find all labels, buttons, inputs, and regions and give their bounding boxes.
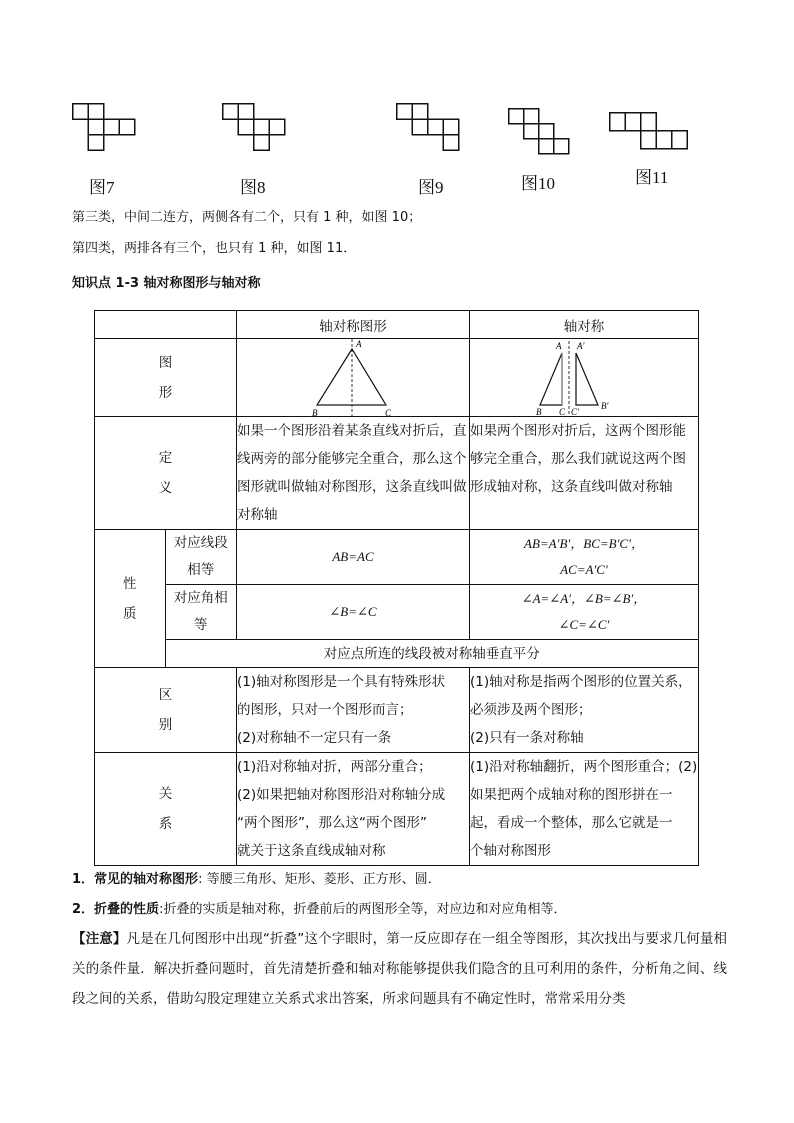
table-row-property-common xyxy=(95,640,699,668)
table-row-property-segments xyxy=(95,530,699,585)
fig8-label: 图8 xyxy=(240,178,266,197)
fig10-net-diagram xyxy=(508,108,574,160)
svg-text:A: A xyxy=(555,341,562,351)
fig9-label: 图9 xyxy=(418,178,444,197)
svg-text:B′: B′ xyxy=(600,401,609,411)
row-label-relation: 关 系 xyxy=(95,753,237,866)
note-tag: 【注意】 xyxy=(72,931,127,947)
svg-text:C′: C′ xyxy=(570,407,579,416)
svg-text:C: C xyxy=(558,407,565,416)
definition-axial-figure: 如果一个图形沿着某条直线对折后，直线两旁的部分能够完全重合，那么这个图形就叫做轴对称图形，这条直线叫做对称轴 xyxy=(236,417,469,530)
table-row-property-angles xyxy=(95,585,699,640)
table-row-relation xyxy=(95,753,699,866)
svg-text:C: C xyxy=(384,408,391,416)
point-1-title: 常见的轴对称图形 xyxy=(94,872,199,887)
fig7-net-diagram xyxy=(72,103,138,155)
point-2-number: 2． xyxy=(72,902,95,917)
segments-axial-figure: AB=AC xyxy=(236,530,469,585)
sub-label-corresponding-angles: 对应角相 等 xyxy=(165,585,236,640)
paragraph-type4: 第四类，两排各有三个，也只有 1 种，如图 11． xyxy=(72,241,357,256)
reflected-triangles-diagram-cell xyxy=(469,339,698,417)
row-label-properties: 性 质 xyxy=(95,530,166,668)
row-label-difference: 区 别 xyxy=(95,668,237,753)
svg-text:B: B xyxy=(535,407,542,416)
header-axial-symmetry: 轴对称 xyxy=(469,311,698,339)
header-axial-figure: 轴对称图形 xyxy=(236,311,469,339)
difference-axial-figure: (1)轴对称图形是一个具有特殊形状 的图形，只对一个图形而言； (2)对称轴不一定只有一条 xyxy=(236,668,469,753)
symmetry-comparison-table xyxy=(94,310,699,866)
note-text: 凡是在几何图形中出现“折叠”这个字眼时，第一反应即存在一组全等图形，其次找出与要求几何量相关的条件量．解决折叠问题时，首先清楚折叠和轴对称能够提供我们隐含的且可利用的条件，分析角之间、线段之间的关系，借助勾股定理建立关系式求出答案，所求问题具有不确定性时，常常采用分类 xyxy=(72,931,727,1007)
svg-text:A: A xyxy=(355,339,362,349)
point-2: 2．折叠的性质:折叠的实质是轴对称，折叠前后的两图形全等，对应边和对应角相等． xyxy=(72,902,567,917)
table-row-figure xyxy=(95,339,699,417)
definition-axial-symmetry: 如果两个图形对折后，这两个图形能够完全重合，那么我们就说这两个图形成轴对称，这条直线叫做对称轴 xyxy=(469,417,698,530)
note-paragraph xyxy=(72,924,727,1014)
relation-axial-figure: (1)沿对称轴对折，两部分重合； (2)如果把轴对称图形沿对称轴分成 “两个图形”，那么这“两个图形” 就关于这条直线成轴对称 xyxy=(236,753,469,866)
paragraph-type3: 第三类，中间二连方，两侧各有二个，只有 1 种，如图 10； xyxy=(72,210,422,225)
isosceles-triangle-diagram-cell xyxy=(236,339,469,417)
point-1-text: 等腰三角形、矩形、菱形、正方形、圆． xyxy=(206,872,441,887)
angles-axial-symmetry: ∠A=∠A′，∠B=∠B′， ∠C=∠C′ xyxy=(469,585,698,640)
row-label-figure: 图 形 xyxy=(95,339,237,417)
table-header-row xyxy=(95,311,699,339)
header-empty-cell xyxy=(95,311,237,339)
table-row-difference xyxy=(95,668,699,753)
point-2-text: 折叠的实质是轴对称，折叠前后的两图形全等，对应边和对应角相等． xyxy=(163,902,567,917)
point-1: 1．常见的轴对称图形: 等腰三角形、矩形、菱形、正方形、圆． xyxy=(72,872,441,887)
segments-axial-symmetry: AB=A′B′，BC=B′C′， AC=A′C′ xyxy=(469,530,698,585)
fig8-net-diagram xyxy=(222,103,288,155)
common-property: 对应点所连的线段被对称轴垂直平分 xyxy=(165,640,699,668)
isosceles-triangle-diagram xyxy=(237,339,469,416)
fig11-label: 图11 xyxy=(635,168,669,187)
relation-axial-symmetry: (1)沿对称轴翻折，两个图形重合；(2) 如果把两个成轴对称的图形拼在一 起，看成一个整体，那么它就是一 个轴对称图形 xyxy=(469,753,698,866)
fig11-net-diagram xyxy=(609,112,693,150)
svg-text:A′: A′ xyxy=(576,341,585,351)
point-1-number: 1． xyxy=(72,872,95,887)
section-heading: 知识点 1-3 轴对称图形与轴对称 xyxy=(72,276,261,291)
difference-axial-symmetry: (1)轴对称是指两个图形的位置关系， 必须涉及两个图形； (2)只有一条对称轴 xyxy=(469,668,698,753)
fig9-net-diagram xyxy=(396,103,462,155)
table-row-definition xyxy=(95,417,699,530)
svg-text:B: B xyxy=(311,408,318,416)
row-label-definition: 定 义 xyxy=(95,417,237,530)
reflected-triangles-diagram xyxy=(470,339,698,416)
fig7-label: 图7 xyxy=(89,178,115,197)
angles-axial-figure: ∠B=∠C xyxy=(236,585,469,640)
fig10-label: 图10 xyxy=(521,174,555,193)
point-2-title: 折叠的性质 xyxy=(94,902,160,917)
sub-label-corresponding-segments: 对应线段 相等 xyxy=(165,530,236,585)
